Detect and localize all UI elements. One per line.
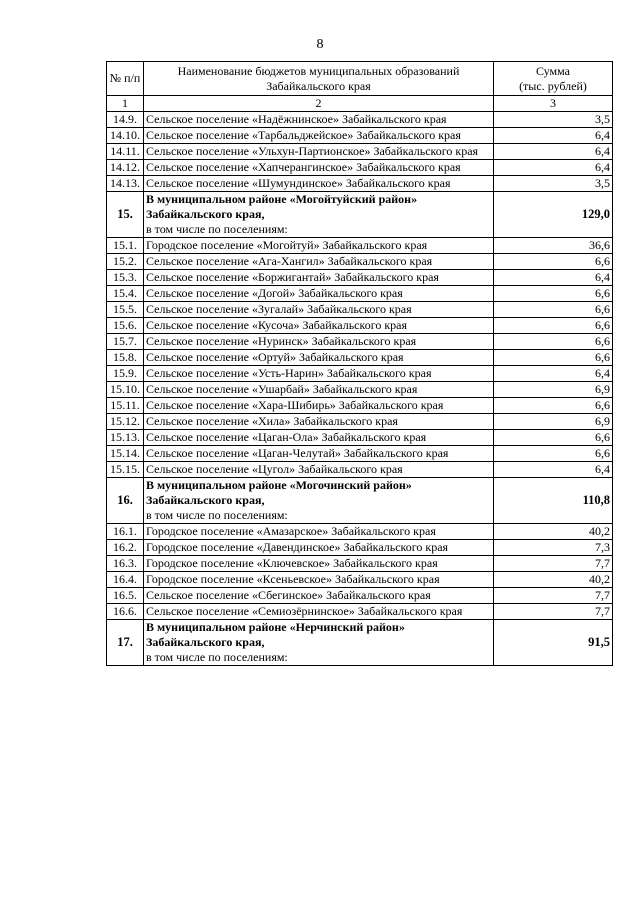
table-row [107, 334, 613, 350]
row-sum: 6,6 [494, 430, 613, 446]
settlement-name: Сельское поселение «Хила» Забайкальского края [144, 414, 494, 430]
row-sum: 6,6 [494, 350, 613, 366]
row-sum: 6,6 [494, 318, 613, 334]
table-row [107, 254, 613, 270]
settlement-name: Городское поселение «Ксеньевское» Забайкальского края [144, 572, 494, 588]
row-sum: 6,6 [494, 334, 613, 350]
row-sum: 6,9 [494, 414, 613, 430]
header-name [144, 62, 494, 96]
settlement-name: Сельское поселение «Нуринск» Забайкальского края [144, 334, 494, 350]
district-subtitle: в том числе по поселениям: [146, 650, 288, 664]
district-title-line1: В муниципальном районе «Нерчинский район» [146, 620, 405, 634]
district-row [107, 620, 613, 666]
row-sum: 36,6 [494, 238, 613, 254]
column-index-row [107, 96, 613, 112]
row-number: 15.4. [107, 286, 144, 302]
settlement-name: Сельское поселение «Сбегинское» Забайкальского края [144, 588, 494, 604]
row-number: 16. [107, 478, 144, 524]
column-index: 1 [107, 96, 144, 112]
table-row [107, 350, 613, 366]
settlement-name: Сельское поселение «Ага-Хангил» Забайкальского края [144, 254, 494, 270]
district-title-line2: Забайкальского края, [146, 207, 265, 221]
row-sum: 6,6 [494, 446, 613, 462]
district-row [107, 478, 613, 524]
row-number: 15.2. [107, 254, 144, 270]
row-sum: 3,5 [494, 176, 613, 192]
district-subtitle: в том числе по поселениям: [146, 222, 288, 236]
table-row [107, 128, 613, 144]
row-number: 15.7. [107, 334, 144, 350]
row-number: 16.6. [107, 604, 144, 620]
table-row [107, 398, 613, 414]
row-sum: 110,8 [494, 478, 613, 524]
row-sum: 6,6 [494, 398, 613, 414]
settlement-name: Сельское поселение «Шумундинское» Забайкальского края [144, 176, 494, 192]
row-number: 16.5. [107, 588, 144, 604]
table-row [107, 302, 613, 318]
settlement-name: Городское поселение «Амазарское» Забайкальского края [144, 524, 494, 540]
settlement-name: Городское поселение «Давендинское» Забайкальского края [144, 540, 494, 556]
table-row [107, 414, 613, 430]
table-row [107, 160, 613, 176]
row-sum: 7,7 [494, 604, 613, 620]
row-number: 15.9. [107, 366, 144, 382]
settlement-name: Сельское поселение «Тарбальджейское» Забайкальского края [144, 128, 494, 144]
settlement-name: Сельское поселение «Догой» Забайкальского края [144, 286, 494, 302]
row-number: 15.14. [107, 446, 144, 462]
row-number: 14.13. [107, 176, 144, 192]
district-title-line2: Забайкальского края, [146, 493, 265, 507]
settlement-name: Сельское поселение «Зугалай» Забайкальского края [144, 302, 494, 318]
row-sum: 6,4 [494, 366, 613, 382]
table-body [107, 112, 613, 666]
settlement-name: Сельское поселение «Хара-Шибирь» Забайкальского края [144, 398, 494, 414]
district-title-line1: В муниципальном районе «Могочинский район» [146, 478, 412, 492]
settlement-name: Городское поселение «Ключевское» Забайкальского края [144, 556, 494, 572]
row-number: 15.13. [107, 430, 144, 446]
settlement-name: Сельское поселение «Цаган-Челутай» Забайкальского края [144, 446, 494, 462]
settlement-name: Сельское поселение «Усть-Нарин» Забайкальского края [144, 366, 494, 382]
table-row [107, 176, 613, 192]
district-name [144, 620, 494, 666]
district-name [144, 478, 494, 524]
settlement-name: Сельское поселение «Ушарбай» Забайкальского края [144, 382, 494, 398]
row-number: 14.12. [107, 160, 144, 176]
table-row [107, 366, 613, 382]
row-sum: 40,2 [494, 524, 613, 540]
row-number: 17. [107, 620, 144, 666]
table-row [107, 318, 613, 334]
district-title-line1: В муниципальном районе «Могойтуйский район» [146, 192, 418, 206]
row-number: 15.6. [107, 318, 144, 334]
district-name [144, 192, 494, 238]
table-row [107, 238, 613, 254]
header-sum [494, 62, 613, 96]
header-sum-line1: Сумма [536, 63, 570, 78]
table-row [107, 112, 613, 128]
row-sum: 6,9 [494, 382, 613, 398]
row-sum: 6,4 [494, 128, 613, 144]
table-row [107, 270, 613, 286]
column-index: 3 [494, 96, 613, 112]
settlement-name: Городское поселение «Могойтуй» Забайкальского края [144, 238, 494, 254]
header-name-line2: Забайкальского края [266, 78, 371, 93]
row-sum: 6,6 [494, 286, 613, 302]
settlement-name: Сельское поселение «Цаган-Ола» Забайкальского края [144, 430, 494, 446]
header-name-line1: Наименование бюджетов муниципальных образований [177, 63, 460, 78]
row-sum: 3,5 [494, 112, 613, 128]
settlement-name: Сельское поселение «Ортуй» Забайкальского края [144, 350, 494, 366]
table-row [107, 540, 613, 556]
row-number: 15. [107, 192, 144, 238]
table-row [107, 572, 613, 588]
row-number: 15.8. [107, 350, 144, 366]
row-number: 15.15. [107, 462, 144, 478]
table-row [107, 446, 613, 462]
row-number: 16.1. [107, 524, 144, 540]
row-number: 15.12. [107, 414, 144, 430]
row-sum: 7,7 [494, 588, 613, 604]
district-title-line2: Забайкальского края, [146, 635, 265, 649]
settlement-name: Сельское поселение «Ульхун-Партионское» Забайкальского края [144, 144, 494, 160]
row-number: 15.10. [107, 382, 144, 398]
row-sum: 91,5 [494, 620, 613, 666]
district-subtitle: в том числе по поселениям: [146, 508, 288, 522]
header-sum-line2: (тыс. рублей) [519, 78, 587, 93]
row-sum: 7,7 [494, 556, 613, 572]
row-sum: 6,4 [494, 462, 613, 478]
row-number: 16.3. [107, 556, 144, 572]
row-number: 15.5. [107, 302, 144, 318]
table-row [107, 430, 613, 446]
row-number: 14.10. [107, 128, 144, 144]
row-number: 15.1. [107, 238, 144, 254]
settlement-name: Сельское поселение «Боржигантай» Забайкальского края [144, 270, 494, 286]
row-sum: 6,6 [494, 254, 613, 270]
table-row [107, 462, 613, 478]
column-index: 2 [144, 96, 494, 112]
row-number: 16.4. [107, 572, 144, 588]
table-row [107, 524, 613, 540]
table-row [107, 604, 613, 620]
table-header [107, 62, 613, 112]
settlement-name: Сельское поселение «Кусоча» Забайкальского края [144, 318, 494, 334]
table-row [107, 382, 613, 398]
row-sum: 6,4 [494, 144, 613, 160]
page-number: 8 [316, 37, 324, 52]
settlement-name: Сельское поселение «Цугол» Забайкальского края [144, 462, 494, 478]
row-sum: 40,2 [494, 572, 613, 588]
row-sum: 6,4 [494, 270, 613, 286]
table-row [107, 286, 613, 302]
table-row [107, 144, 613, 160]
row-number: 14.9. [107, 112, 144, 128]
settlement-name: Сельское поселение «Надёжнинское» Забайкальского края [144, 112, 494, 128]
table-row [107, 588, 613, 604]
row-number: 15.3. [107, 270, 144, 286]
row-number: 15.11. [107, 398, 144, 414]
row-sum: 129,0 [494, 192, 613, 238]
row-sum: 7,3 [494, 540, 613, 556]
settlement-name: Сельское поселение «Хапчерангинское» Забайкальского края [144, 160, 494, 176]
district-row [107, 192, 613, 238]
budget-table [106, 61, 613, 666]
row-number: 16.2. [107, 540, 144, 556]
row-number: 14.11. [107, 144, 144, 160]
settlement-name: Сельское поселение «Семиозёрнинское» Забайкальского края [144, 604, 494, 620]
table-row [107, 556, 613, 572]
header-num: № п/п [107, 62, 144, 96]
row-sum: 6,4 [494, 160, 613, 176]
row-sum: 6,6 [494, 302, 613, 318]
